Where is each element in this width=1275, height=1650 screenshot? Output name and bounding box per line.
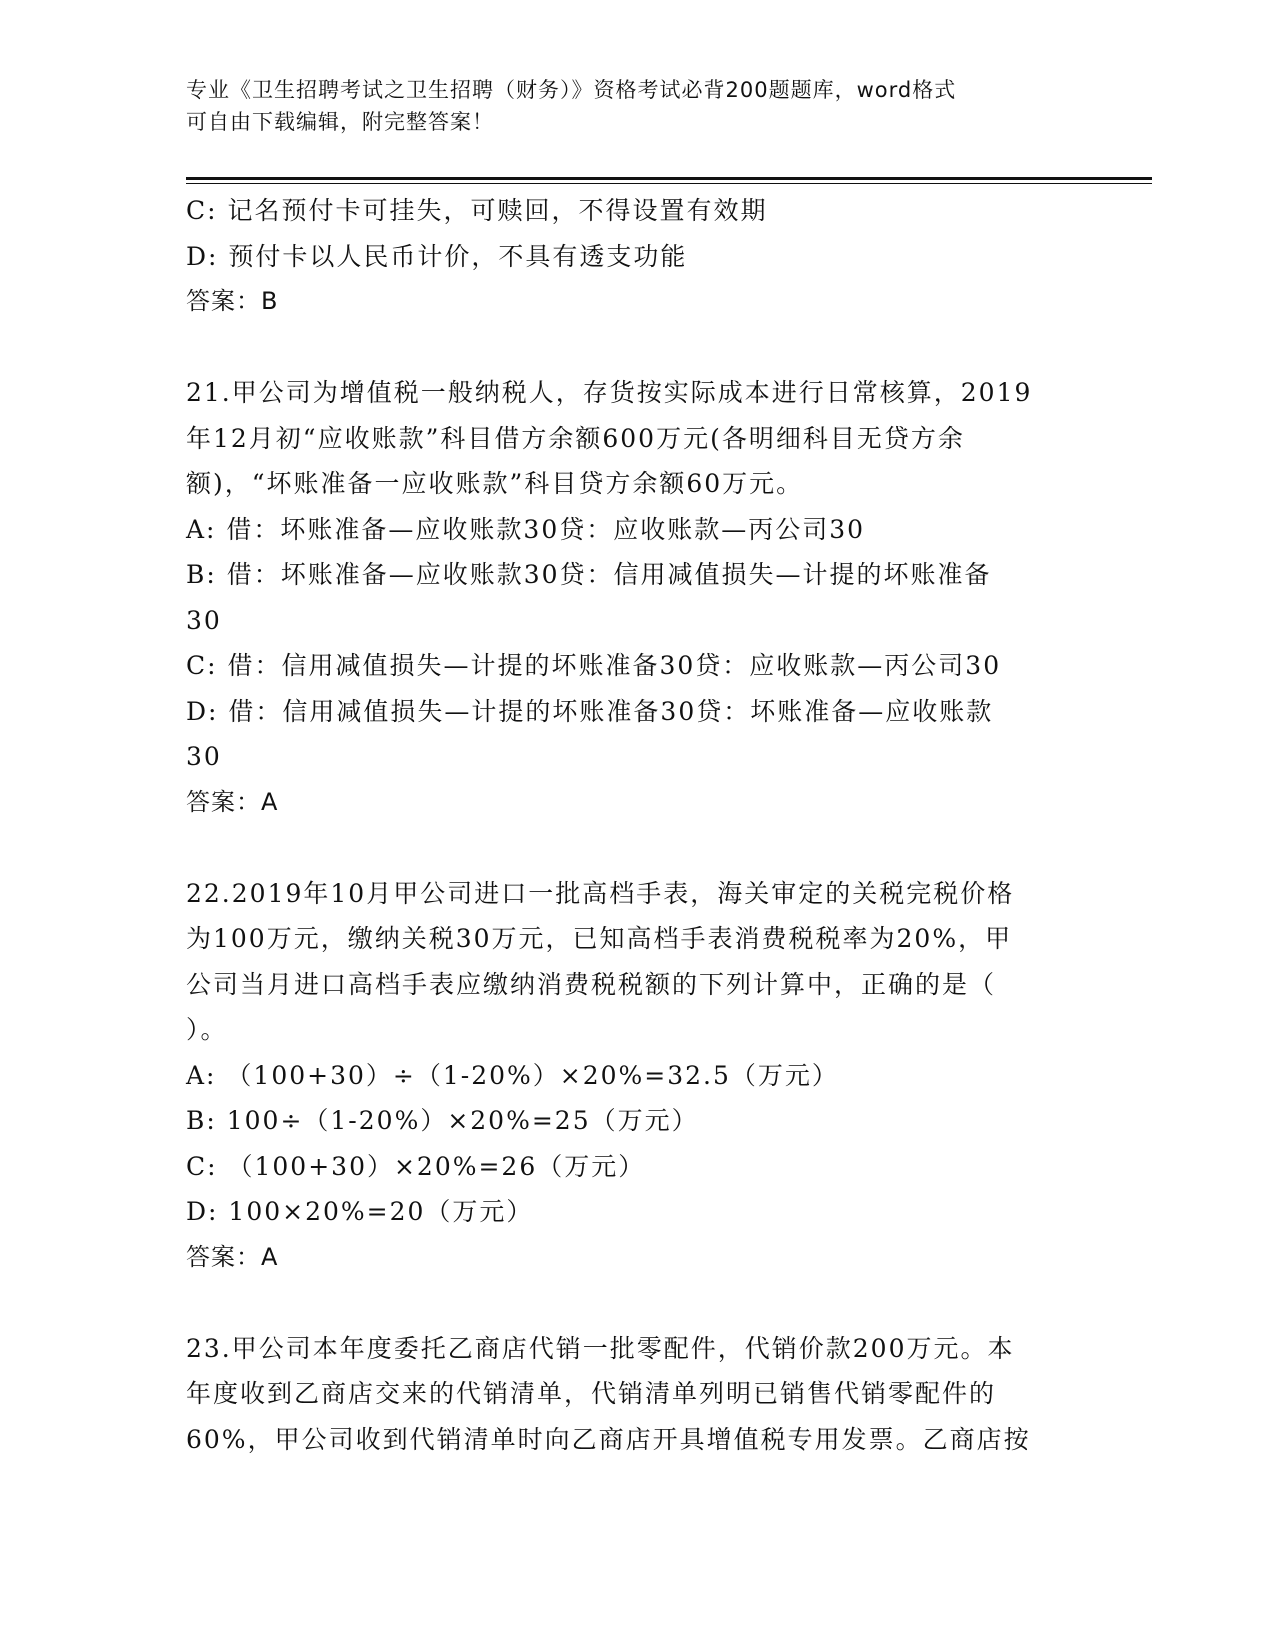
option-a: A: （100+30）÷（1-20%）×20%=32.5（万元） <box>186 1060 839 1090</box>
question-stem-line: 额)，“坏账准备一应收账款”科目贷方余额60万元。 <box>186 469 804 498</box>
document-header <box>186 74 1066 138</box>
option-b-continued: 30 <box>186 605 222 635</box>
header-divider-thick <box>186 177 1152 180</box>
answer-label: 答案：A <box>186 1242 279 1271</box>
question-stem-line: ）。 <box>186 1015 228 1044</box>
question-21 <box>186 370 1066 825</box>
question-stem-line: 年12月初“应收账款”科目借方余额600万元(各明细科目无贷方余 <box>186 423 965 453</box>
option-d: D: 100×20%=20（万元） <box>186 1197 534 1226</box>
spacer <box>186 325 1066 371</box>
option-b: B: 借：坏账准备—应收账款30贷：信用减值损失—计提的坏账准备 <box>186 560 992 589</box>
option-c: C: 借：信用减值损失—计提的坏账准备30贷：应收账款—丙公司30 <box>186 651 1002 680</box>
header-title-line-2: 可自由下载编辑，附完整答案！ <box>186 110 494 134</box>
option-d-continued: 30 <box>186 742 222 771</box>
question-stem-line: 60%，甲公司收到代销清单时向乙商店开具增值税专用发票。乙商店按 <box>186 1424 1031 1454</box>
answer-label: 答案：A <box>186 787 279 816</box>
answer-label: 答案：B <box>186 287 279 315</box>
spacer <box>186 1280 1066 1326</box>
question-20-continued <box>186 188 1066 325</box>
option-c: C: （100+30）×20%=26（万元） <box>186 1151 646 1181</box>
header-title-line-1: 专业《卫生招聘考试之卫生招聘（财务）》资格考试必背200题题库，word格式 <box>186 78 957 102</box>
spacer <box>186 825 1066 871</box>
question-stem-line: 年度收到乙商店交来的代销清单，代销清单列明已销售代销零配件的 <box>186 1379 997 1408</box>
question-stem-line: 22.2019年10月甲公司进口一批高档手表，海关审定的关税完税价格 <box>186 878 1015 908</box>
header-divider-thin <box>186 183 1152 184</box>
option-c: C: 记名预付卡可挂失，可赎回，不得设置有效期 <box>186 196 768 225</box>
question-stem-line: 21.甲公司为增值税一般纳税人，存货按实际成本进行日常核算，2019 <box>186 378 1033 407</box>
option-a: A: 借：坏账准备—应收账款30贷：应收账款—丙公司30 <box>186 514 866 544</box>
question-stem-line: 公司当月进口高档手表应缴纳消费税税额的下列计算中，正确的是（ <box>186 969 997 999</box>
question-stem-line: 为100万元，缴纳关税30万元，已知高档手表消费税税率为20%，甲 <box>186 924 1013 953</box>
question-22 <box>186 871 1066 1281</box>
question-23 <box>186 1326 1066 1463</box>
option-d: D: 借：信用减值损失—计提的坏账准备30贷：坏账准备—应收账款 <box>186 696 994 726</box>
document-body <box>186 188 1066 1462</box>
question-stem-line: 23.甲公司本年度委托乙商店代销一批零配件，代销价款200万元。本 <box>186 1333 1015 1363</box>
option-b: B: 100÷（1-20%）×20%=25（万元） <box>186 1106 699 1135</box>
option-d: D: 预付卡以人民币计价，不具有透支功能 <box>186 241 688 271</box>
